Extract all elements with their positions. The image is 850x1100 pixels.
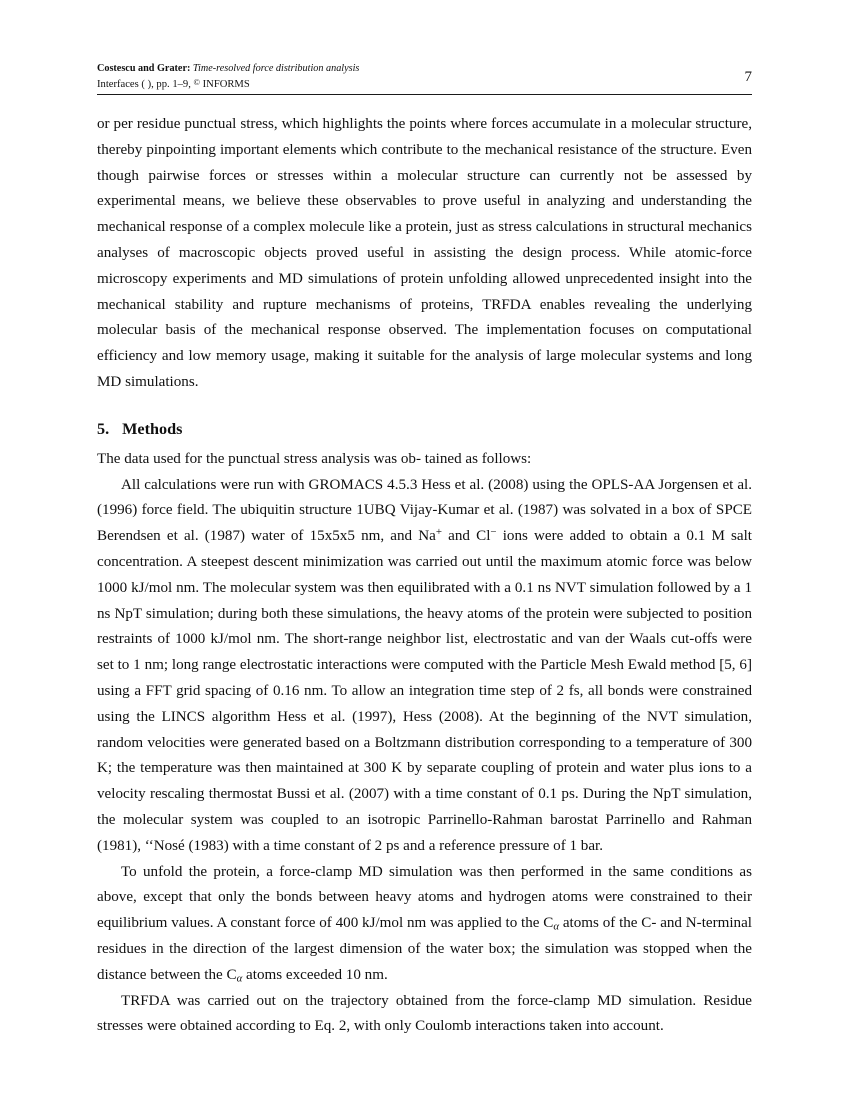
methods-p2-text-c: atoms exceeded 10 nm. [242, 966, 388, 983]
methods-p2-text-b: atoms of the C- and N-terminal residues in the direction of the largest dimension of the water box; the simulation was stopped when the distance between the C [97, 915, 752, 983]
page-number: 7 [744, 69, 752, 85]
running-head-journal-line [97, 75, 752, 92]
methods-p1-text-a: All calculations were run with GROMACS 4.5.3 Hess et al. (2008) using the OPLS-AA Jorgensen et al. (1996) force field. The ubiquitin structure 1UBQ Vijay-Kumar et al. (1987) was solvated in a box of SPCE Berendsen et al. (1987) water of 15x5x5 nm, and Na [97, 476, 752, 545]
section-number: 5. [97, 419, 110, 438]
c-alpha-subscript-first: α [553, 920, 560, 933]
running-head-article-title: Time-resolved force distribution analysis [192, 63, 360, 74]
chloride-charge-superscript: − [490, 526, 497, 539]
running-head-title-line [97, 62, 752, 75]
page-content [97, 62, 752, 1040]
running-head-authors: Costescu and Grater: [97, 63, 191, 74]
methods-intro-paragraph: The data used for the punctual stress analysis was ob- tained as follows: [97, 450, 532, 467]
running-head-issue-pages: ( ), pp. 1–9, [141, 79, 191, 90]
running-head-publisher: INFORMS [202, 79, 250, 90]
methods-paragraph-3: TRFDA was carried out on the trajectory obtained from the force-clamp MD simulation. Residue stresses were obtained according to Eq. 2, with only Coulomb interactions taken into account. [97, 992, 752, 1035]
methods-p2-text-a: To unfold the protein, a force-clamp MD simulation was then performed in the same conditions as above, except that only the bonds between heavy atoms and hydrogen atoms were constrained to their equilibrium values. A constant force of 400 kJ/mol nm was applied to the C [97, 863, 752, 932]
running-head-journal-name: Interfaces [97, 79, 139, 90]
body-text [97, 112, 752, 1040]
sodium-charge-superscript: + [435, 526, 442, 539]
methods-paragraph-1 [97, 473, 752, 860]
running-head-lines [97, 62, 752, 92]
c-alpha-subscript-second: α [236, 972, 243, 985]
paragraph-continued: or per residue punctual stress, which highlights the points where forces accumulate in a molecular structure, thereby pinpointing important elements which contribute to the mechanical resistance of the structure. Even though pairwise forces or stresses within a molecular structure can currently not be assessed by experimental means, we believe these observables to prove useful in analyzing and understanding the mechanical response of a complex molecule like a protein, just as stress calculations in structural mechanics analyses of macroscopic objects proved useful in assisting the design process. While atomic-force microscopy experiments and MD simulations of protein unfolding allowed unprecedented insight into the mechanical stability and rupture mechanisms of proteins, TRFDA enables revealing the underlying molecular basis of the mechanical response observed. The implementation focuses on computational efficiency and low memory usage, making it suitable for the analysis of large molecular systems and long MD simulations. [97, 116, 752, 391]
copyright-icon: © [193, 77, 200, 87]
section-title: Methods [122, 419, 183, 438]
methods-paragraph-2 [97, 860, 752, 989]
running-head [97, 62, 752, 92]
header-rule [97, 94, 752, 95]
methods-p1-text-b: and Cl [442, 528, 491, 545]
section-heading-methods [97, 419, 752, 439]
methods-p1-text-c: ions were added to obtain a 0.1 M salt concentration. A steepest descent minimization was carried out until the maximum atomic force was below 1000 kJ/mol nm. The molecular system was then equilibrated with a 0.1 ns NVT simulation followed by a 1 ns NpT simulation; during both these simulations, the heavy atoms of the protein were subjected to position restraints of 1000 kJ/mol nm. The short-range neighbor list, electrostatic and van der Waals cut-offs were set to 1 nm; long range electrostatic interactions were computed with the Particle Mesh Ewald method [5, 6] using a FFT grid spacing of 0.16 nm. To allow an integration time step of 2 fs, all bonds were constrained using the LINCS algorithm Hess et al. (1997), Hess (2008). At the beginning of the NVT simulation, random velocities were generated based on a Boltzmann distribution corresponding to a temperature of 300 K; the temperature was then maintained at 300 K by separate coupling of protein and water plus ions to a velocity rescaling thermostat Bussi et al. (2007) with a time constant of 0.1 ps. During the NpT simulation, the molecular system was coupled to an isotropic Parrinello-Rahman barostat Parrinello and Rahman (1981), ‘‘Nosé (1983) with a time constant of 2 ps and a reference pressure of 1 bar. [97, 528, 753, 854]
